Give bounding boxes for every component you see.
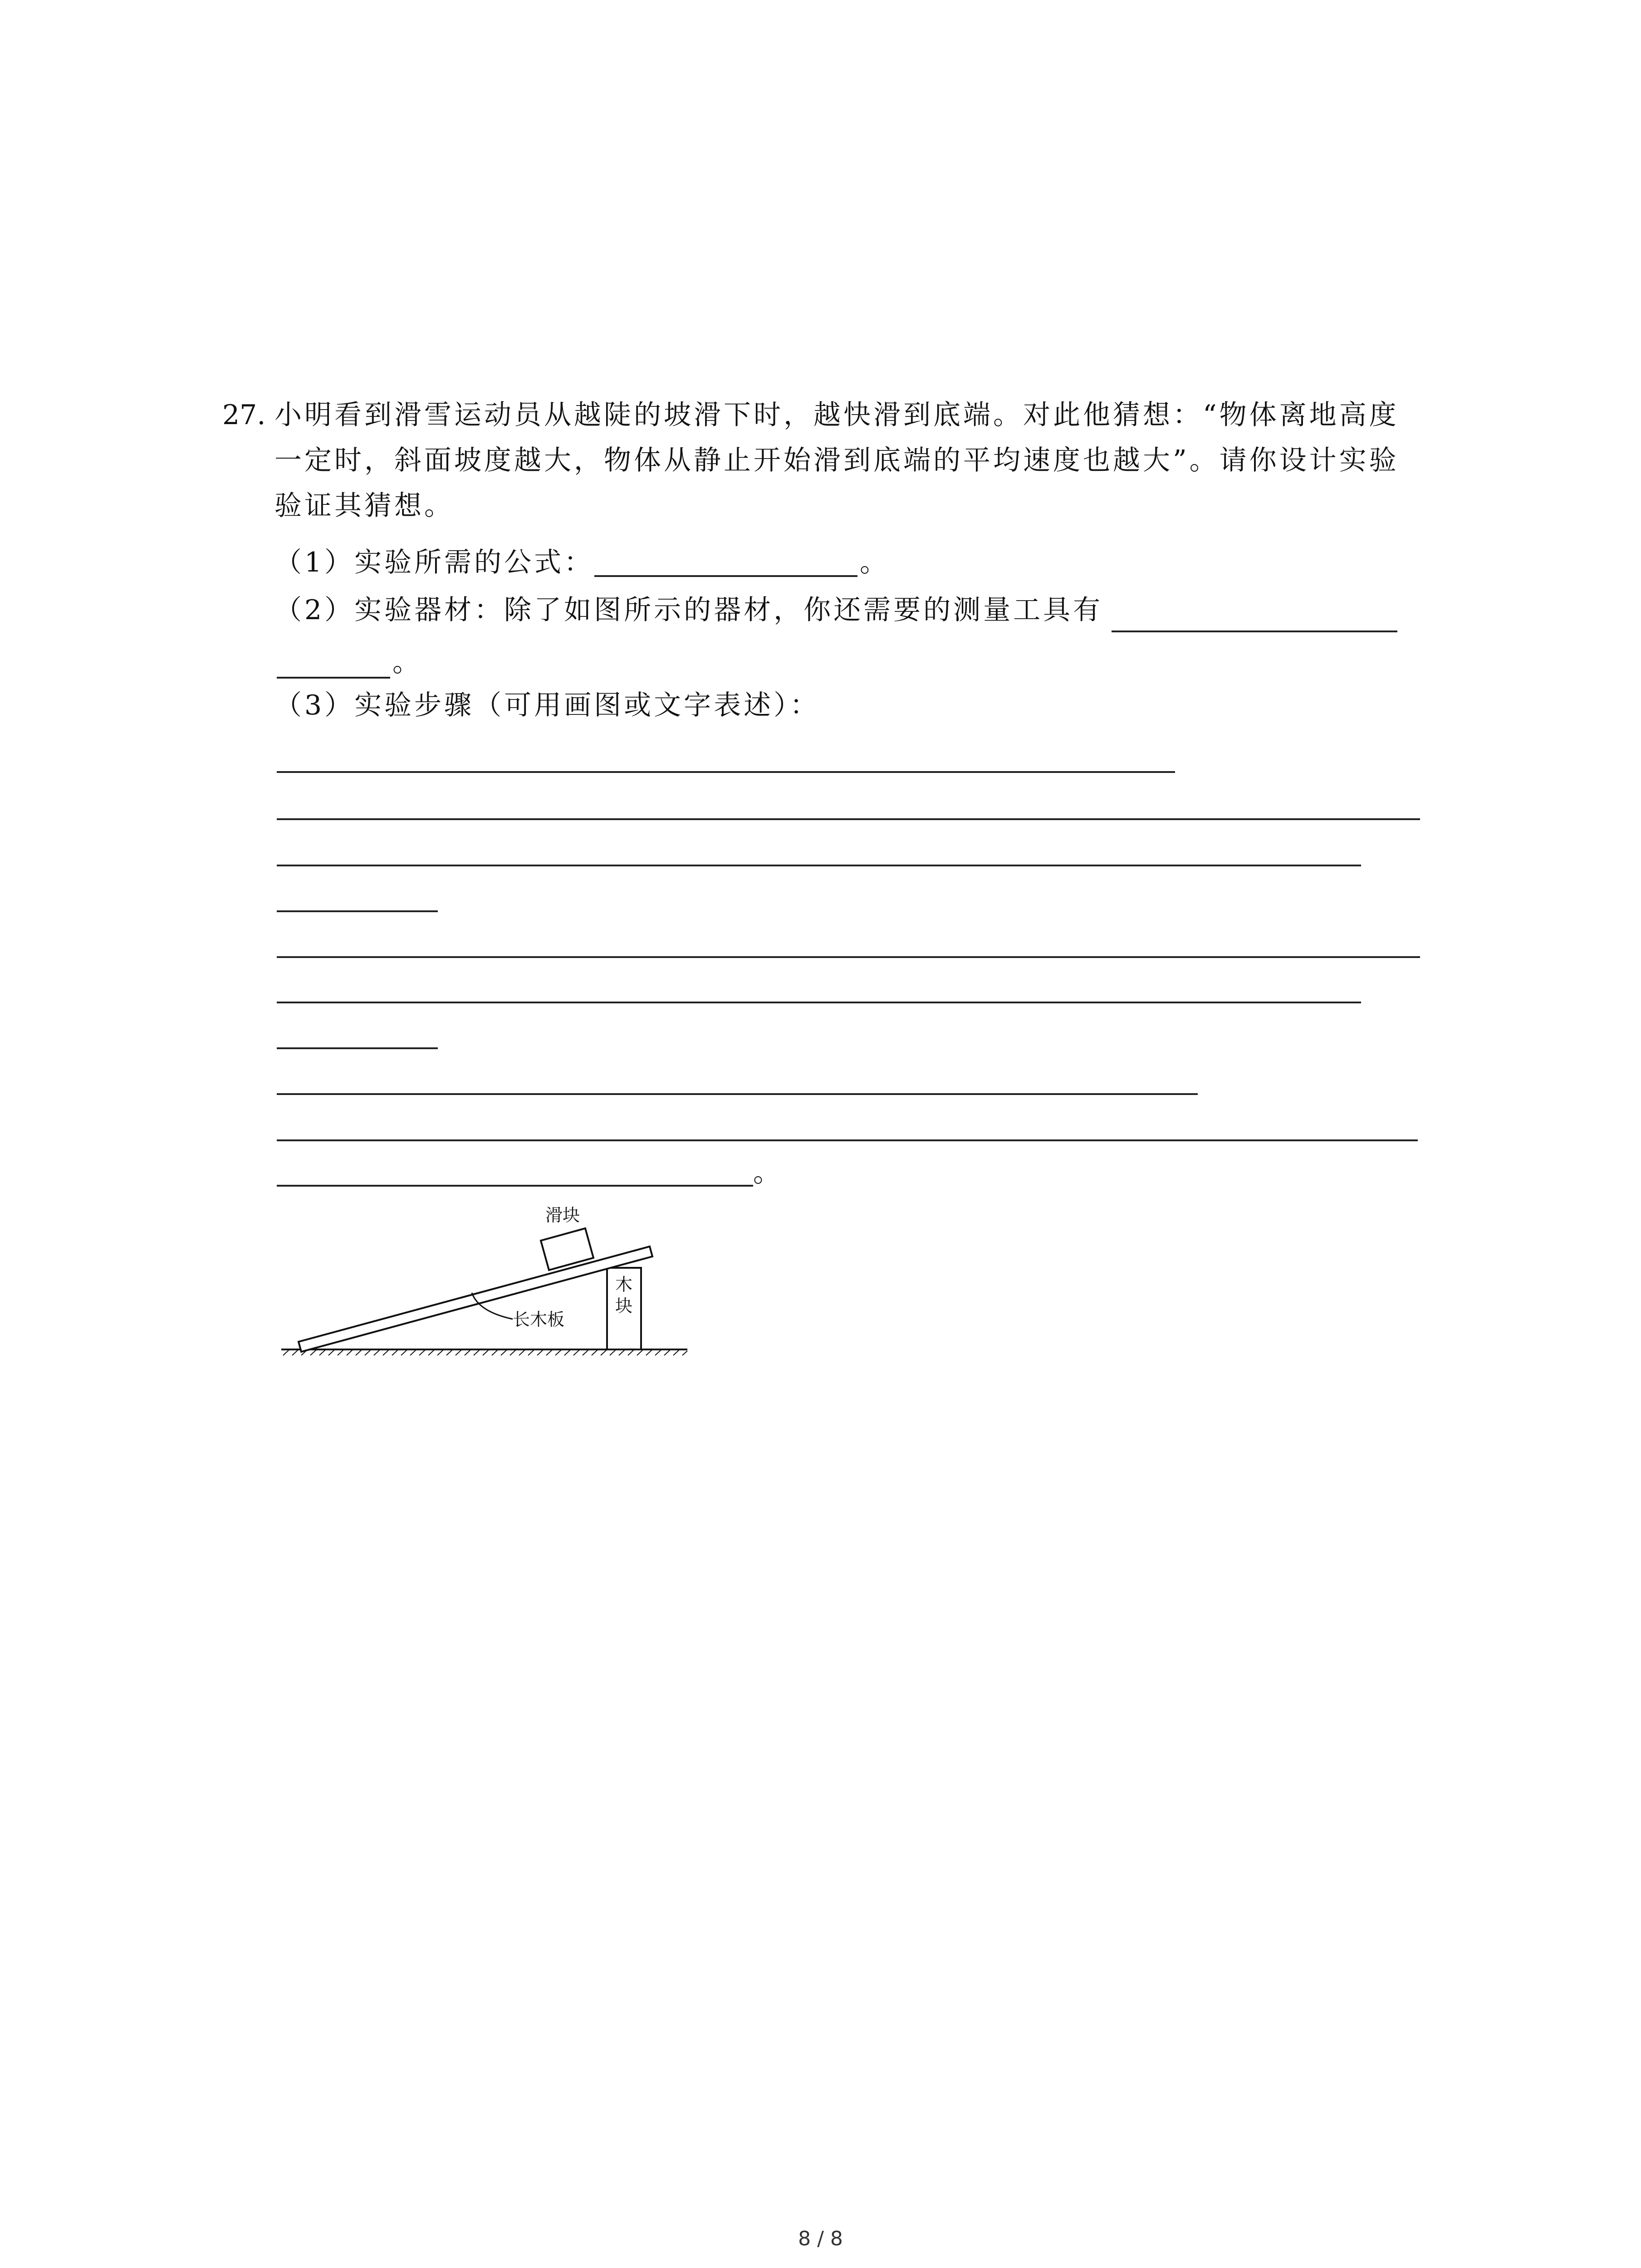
part1-end-mark: 。 — [860, 547, 887, 578]
part1-answer-blank[interactable] — [594, 575, 857, 577]
step-answer-line-4[interactable] — [277, 910, 438, 912]
slider-label: 滑块 — [545, 1205, 580, 1225]
step-answer-line-9[interactable] — [277, 1139, 1418, 1141]
step-answer-line-10[interactable] — [277, 1185, 753, 1187]
part3-end-mark: 。 — [753, 1157, 780, 1188]
step-answer-line-7[interactable] — [277, 1047, 438, 1049]
part1-label: （1）实验所需的公式： — [274, 547, 594, 578]
part2-answer-blank-1[interactable] — [1112, 631, 1397, 632]
question-number: 27. — [222, 399, 266, 431]
board-label: 长木板 — [513, 1310, 565, 1330]
part2-label: （2）实验器材：除了如图所示的器材，你还需要的测量工具有 — [274, 594, 1103, 626]
question-stem-line-3: 验证其猜想。 — [274, 490, 454, 522]
step-answer-line-8[interactable] — [277, 1093, 1198, 1095]
page-number: 8 / 8 — [798, 2227, 843, 2250]
question-stem-line-2: 一定时，斜面坡度越大，物体从静止开始滑到底端的平均速度也越大”。请你设计实验 — [274, 445, 1399, 476]
incline-figure — [277, 1193, 703, 1370]
question-stem-line-1: 小明看到滑雪运动员从越陡的坡滑下时，越快滑到底端。对此他猜想：“物体离地高度 — [274, 399, 1399, 431]
step-answer-line-2[interactable] — [277, 818, 1420, 820]
part2-end-mark: 。 — [392, 646, 420, 678]
block-label-top: 木 — [615, 1275, 633, 1295]
step-answer-line-1[interactable] — [277, 771, 1175, 773]
step-answer-line-3[interactable] — [277, 865, 1361, 866]
part3-label: （3）实验步骤（可用画图或文字表述）： — [274, 689, 820, 721]
step-answer-line-6[interactable] — [277, 1002, 1361, 1003]
block-label-bottom: 块 — [615, 1296, 633, 1316]
step-answer-line-5[interactable] — [277, 956, 1420, 958]
part2-answer-blank-2[interactable] — [277, 677, 390, 679]
